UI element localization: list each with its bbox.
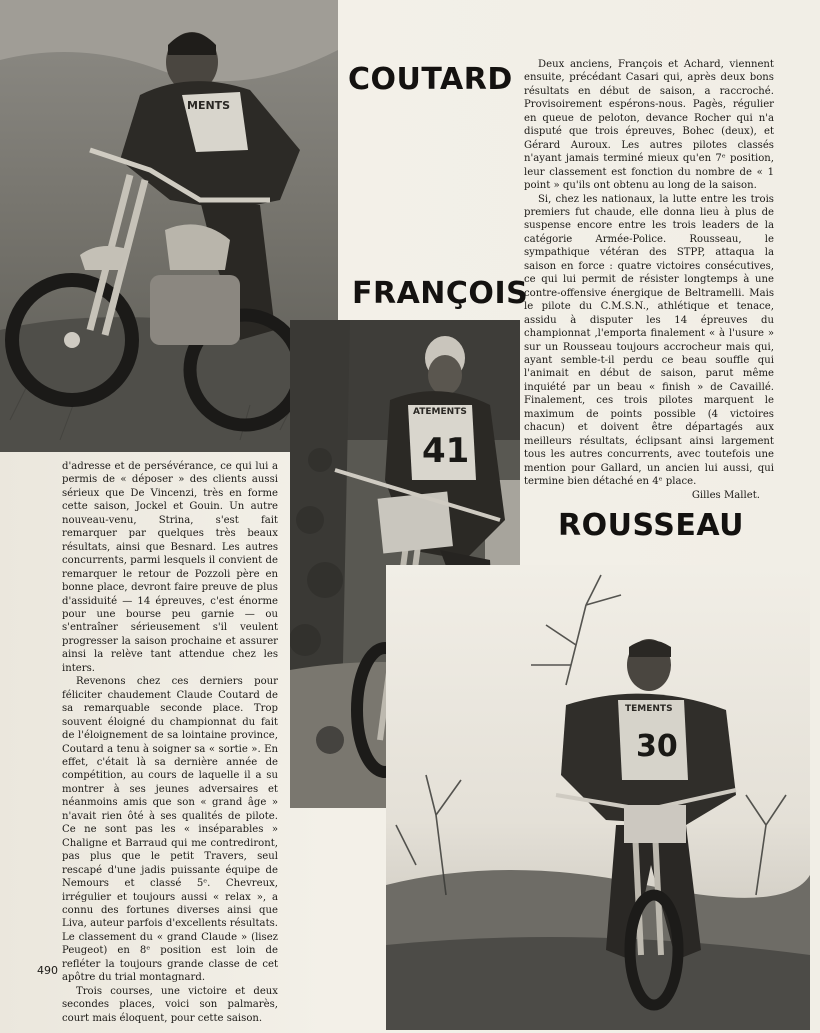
article-column-right: [524, 58, 774, 502]
rousseau-bib-number: 30: [636, 729, 678, 764]
photo-coutard: [0, 0, 338, 452]
title-francois: FRANÇOIS: [352, 276, 529, 311]
article-paragraph: d'adresse et de persévérance, ce qui lui a permis de « déposer » des clients aussi sérieux que De Vincenzi, très en forme cette saison, Jockel et Gouin. Un autre nouveau-venu, Strina, s'est fait remarquer par quelques très beaux résultats, ainsi que Besnard. Les autres concurrents, parmi lesquels il convient de remarquer le retour de Pozzoli père en bonne place, devront faire preuve de plus d'assiduité — 14 épreuves, c'est énorme pour une bourse peu garnie — ou s'entraîner sérieusement s'il veulent progresser la saison prochaine et assurer ainsi la relève tant attendue chez les inters.: [62, 461, 278, 674]
article-paragraph: Deux anciens, François et Achard, viennent ensuite, précédant Casari qui, après deux bons résultats en début de saison, a raccroché. Provisoirement espérons-nous. Pagès, régulier en queue de peloton, devance Rocher qui n'a disputé que trois épreuves, Bohec (deux), et Gérard Auroux. Les autres pilotes classés n'ayant jamais terminé mieux qu'en 7ᵉ position, leur classement est fonction du nombre de « 1 point » qu'ils ont obtenu au long de la saison.: [524, 59, 774, 192]
author-signature: Gilles Mallet.: [691, 489, 760, 501]
photo-rousseau: [386, 565, 810, 1030]
title-coutard: COUTARD: [348, 62, 513, 97]
coutard-bib-text: MENTS: [187, 99, 231, 112]
article-column-left: [62, 460, 278, 1025]
rousseau-bib-top: TEMENTS: [625, 704, 673, 714]
page-number: 490: [37, 964, 58, 977]
francois-bib-top: ATEMENTS: [413, 407, 467, 417]
title-rousseau: ROUSSEAU: [558, 508, 744, 543]
article-paragraph: Revenons chez ces derniers pour féliciter chaudement Claude Coutard de sa remarquable seconde place. Trop souvent éloigné du championnat du fait de l'éloignement de sa lointaine province, Coutard a tenu à soigner sa « sortie ». En effet, c'était là sa dernière année de compétition, au cours de laquelle il a su montrer à ses jeunes adversaires et néanmoins amis que son « grand âge » n'avait rien ôté à ses qualités de pilote. Ce ne sont pas les « inséparables » Chaligne et Barraud qui me contrediront, pas plus que le petit Travers, seul rescapé d'une jadis puissante équipe de Nemours et classé 5ᵉ. Chevreux, irrégulier et toujours aussi « relax », a connu des fortunes diverses ainsi que Liva, auteur parfois d'excellents résultats. Le classement du « grand Claude » (lisez Peugeot) en 8ᵉ position est loin de refléter la toujours grande classe de cet apôtre du trial montagnard.: [62, 676, 279, 984]
article-paragraph: Trois courses, une victoire et deux secondes places, voici son palmarès, court mais éloquent, pour cette saison.: [62, 985, 278, 1024]
francois-bib-number: 41: [422, 431, 470, 471]
article-paragraph: Si, chez les nationaux, la lutte entre les trois premiers fut chaude, elle donna lieu à plus de suspense encore entre les trois leaders de la catégorie Armée-Police. Rousseau, le sympathique vétéran des STPP, attaqua la saison en force : quatre victoires consécutives, ce qui lui permit de résister longtemps à une contre-offensive énergique de Beltramelli. Mais le pilote du C.M.S.N., athlétique et tenace, assidu à disputer les 14 épreuves du championnat ,l'emporta finalement « à l'usure » sur un Rousseau toujours accrocheur mais qui, ayant semble-t-il perdu ce beau souffle qui l'animait en début de saison, parut même inquiété par un beau « finish » de Cavaillé. Finalement, ces trois pilotes marquent le maximum de points possible (4 victoires chacun) et doivent être départagés aux meilleurs résultats, éclipsant ainsi largement tous les autres concurrents, avec toutefois une mention pour Gallard, un ancien lui aussi, qui termine bien détaché en 4ᵉ place.: [524, 193, 774, 488]
